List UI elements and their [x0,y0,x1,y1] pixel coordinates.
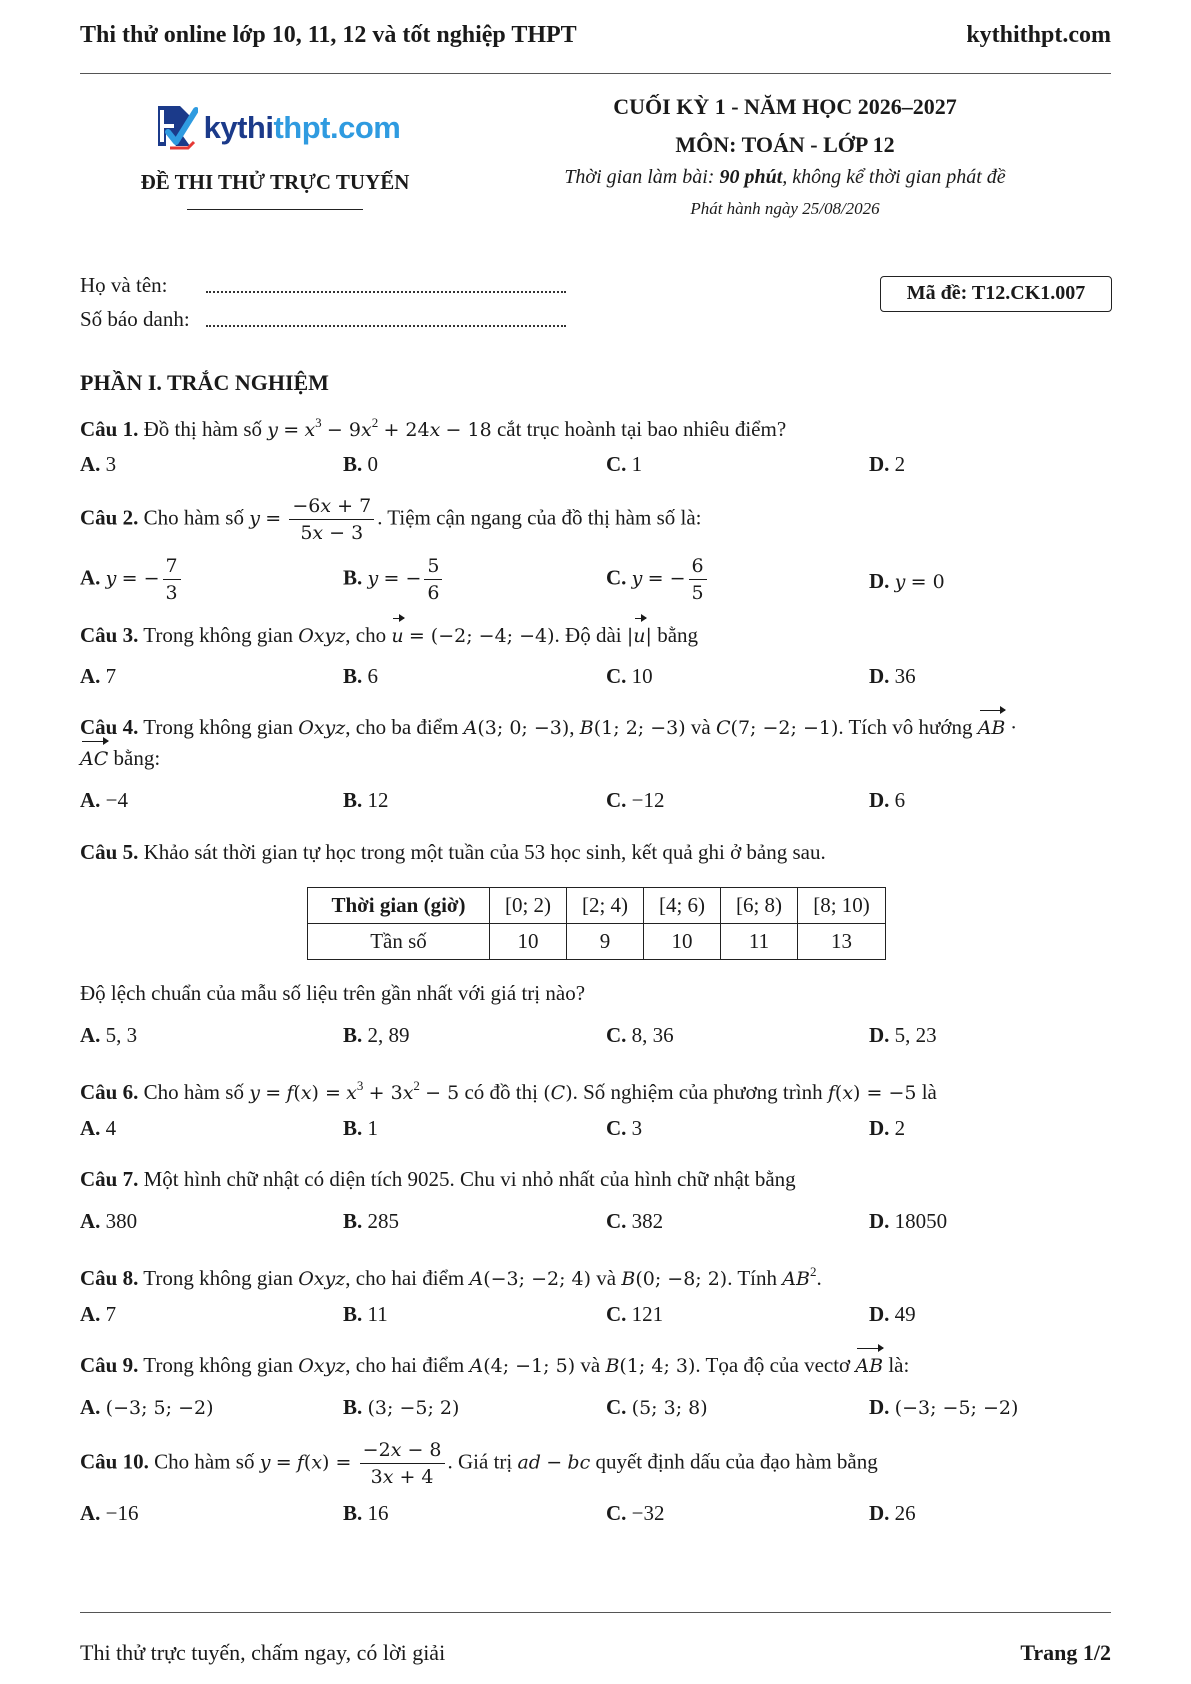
option-b[interactable]: B. y = − $\frac{5}{6}$ [343,553,445,606]
option-a[interactable]: A. 7 [80,664,117,688]
question-7: Câu 7. Một hình chữ nhật có diện tích 9025. Chu vi nhỏ nhất của hình chữ nhật bằng [80,1167,796,1191]
option-c[interactable]: C. 10 [606,664,653,688]
option-a[interactable]: A. (−3; 5; −2) [80,1395,214,1419]
logo-checkmark-icon [150,102,198,154]
option-a[interactable]: A. 7 [80,1302,117,1326]
table-cell: [4; 6) [644,888,721,924]
name-field[interactable] [206,291,566,293]
option-c[interactable]: C. 382 [606,1209,664,1233]
exam-term: CUỐI KỲ 1 - NĂM HỌC 2026–2027 [613,94,957,119]
option-b[interactable]: B. 0 [343,452,379,476]
site-logo [150,100,401,156]
exam-page [80,0,1111,1684]
candidate-id-label: Số báo danh: [80,307,190,331]
question-5-prompt: Độ lệch chuẩn của mẫu số liệu trên gần nhất với giá trị nào? [80,981,586,1005]
option-b[interactable]: B. 6 [343,664,379,688]
page-header [80,22,1111,49]
candidate-info [80,264,566,332]
option-b[interactable]: B. 11 [343,1302,388,1326]
option-c[interactable]: C. −32 [606,1501,665,1525]
option-d[interactable]: D. 5, 23 [869,1023,937,1047]
question-5: Câu 5. Khảo sát thời gian tự học trong một tuần của 53 học sinh, kết quả ghi ở bảng sau. [80,840,826,864]
option-c[interactable]: C. (5; 3; 8) [606,1395,708,1419]
option-c[interactable]: C. 1 [606,452,643,476]
table-cell: [2; 4) [567,888,644,924]
question-1: Câu 1. Đồ thị hàm số $y = x^3 - 9x^2 + 24x - 18$ cắt trục hoành tại bao nhiêu điểm? [80,415,787,441]
table-cell: [0; 2) [490,888,567,924]
frequency-table [307,887,886,960]
table-cell: 10 [490,924,567,960]
section-title: PHẦN I. TRẮC NGHIỆM [80,370,329,395]
table-row-label: Tần số [308,924,490,960]
exam-code-badge: Mã đề: T12.CK1.007 [880,276,1112,312]
exam-type: ĐỀ THI THỬ TRỰC TUYẾN [140,170,410,194]
question-4: Câu 4. Trong không gian Oxyz, cho ba điểm A(3; 0; −3), B(1; 2; −3) và C(7; −2; −1). Tích vô hướng AB · AC bằng: [80,712,1111,774]
exam-release-date: Phát hành ngày 25/08/2026 [690,199,880,218]
page-number: Trang 1/2 [1020,1640,1111,1665]
option-b[interactable]: B. (3; −5; 2) [343,1395,460,1419]
name-label: Họ và tên: [80,273,168,297]
question-10: Câu 10. Cho hàm số y = f(x) = $\frac{-2x - 8}{3x + 4}$ . Giá trị ad − bc quyết định dấu của đạo hàm bằng [80,1439,878,1488]
option-c[interactable]: C. 8, 36 [606,1023,674,1047]
logo-text: kythithpt.com [203,110,401,145]
option-b[interactable]: B. 2, 89 [343,1023,410,1047]
option-d[interactable]: D. 49 [869,1302,916,1326]
table-cell: 9 [567,924,644,960]
option-d[interactable]: D. y = 0 [869,569,945,593]
option-d[interactable]: D. 2 [869,452,906,476]
option-c[interactable]: C. −12 [606,788,665,812]
question-6: Câu 6. Cho hàm số $y = f(x) = x^3 + 3x^2 - 5$ có đồ thị (C). Số nghiệm của phương trình f(x) = −5 là [80,1078,937,1104]
option-a[interactable]: A. 3 [80,452,117,476]
option-c[interactable]: C. 3 [606,1116,643,1140]
page-footer [80,1640,1111,1666]
footer-divider [80,1612,1111,1613]
candidate-id-field[interactable] [206,325,566,327]
option-c[interactable]: C. y = − $\frac{6}{5}$ [606,553,710,606]
option-d[interactable]: D. 6 [869,788,906,812]
option-d[interactable]: D. 2 [869,1116,906,1140]
option-d[interactable]: D. (−3; −5; −2) [869,1395,1019,1419]
option-d[interactable]: D. 26 [869,1501,916,1525]
option-a[interactable]: A. 5, 3 [80,1023,138,1047]
exam-title-block [550,94,1020,219]
table-cell: 10 [644,924,721,960]
option-a[interactable]: A. y = − $\frac{7}{3}$ [80,553,184,606]
option-a[interactable]: A. −4 [80,788,129,812]
exam-duration: Thời gian làm bài: 90 phút, không kể thời gian phát đề [564,166,1006,188]
exam-branding [80,100,470,210]
header-site-link[interactable]: kythithpt.com [966,22,1111,48]
table-row [308,924,886,960]
table-row [308,888,886,924]
option-c[interactable]: C. 121 [606,1302,664,1326]
option-a[interactable]: A. 380 [80,1209,138,1233]
table-cell: 11 [721,924,798,960]
option-b[interactable]: B. 12 [343,788,389,812]
table-header-cell: Thời gian (giờ) [308,888,490,924]
question-2: Câu 2. Cho hàm số y = $\frac{-6x + 7}{5x - 3}$ . Tiệm cận ngang của đồ thị hàm số là: [80,495,702,544]
question-8: Câu 8. Trong không gian Oxyz, cho hai điểm A(−3; −2; 4) và B(0; −8; 2). Tính $AB^2$. [80,1264,822,1290]
table-cell: [6; 8) [721,888,798,924]
option-b[interactable]: B. 1 [343,1116,379,1140]
header-divider [80,73,1111,74]
option-a[interactable]: A. −16 [80,1501,139,1525]
table-cell: [8; 10) [798,888,886,924]
option-b[interactable]: B. 285 [343,1209,400,1233]
footer-slogan: Thi thử trực tuyến, chấm ngay, có lời giải [80,1640,446,1665]
exam-subject: MÔN: TOÁN - LỚP 12 [675,132,895,157]
option-d[interactable]: D. 18050 [869,1209,948,1233]
option-b[interactable]: B. 16 [343,1501,389,1525]
option-d[interactable]: D. 36 [869,664,916,688]
table-cell: 13 [798,924,886,960]
option-a[interactable]: A. 4 [80,1116,117,1140]
question-3: Câu 3. Trong không gian Oxyz, cho u = (−2; −4; −4). Độ dài |u| bằng [80,620,1111,651]
question-9: Câu 9. Trong không gian Oxyz, cho hai điểm A(4; −1; 5) và B(1; 4; 3). Tọa độ của vectơ AB là: [80,1350,1111,1381]
header-left-text: Thi thử online lớp 10, 11, 12 và tốt nghiệp THPT [80,22,577,48]
exam-type-underline [187,209,363,210]
